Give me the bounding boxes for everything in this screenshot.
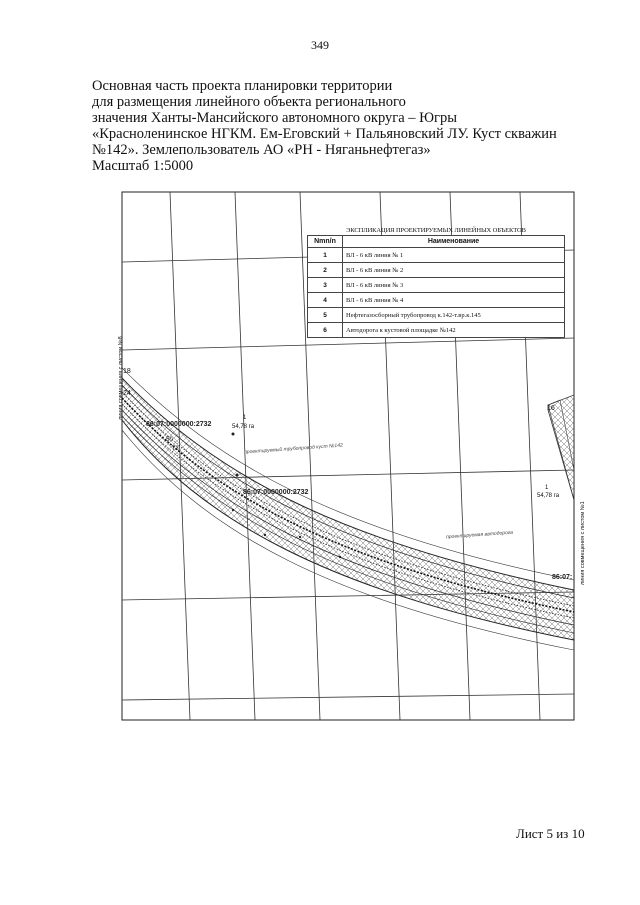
title-line-3: значения Ханты-Мансийского автономного округа – Югры: [92, 110, 457, 126]
table-row: [308, 323, 565, 338]
row-num: 1: [308, 248, 343, 263]
parcel-id-3: 86:07:: [552, 574, 573, 581]
title-line-5: №142». Землепользователь АО «РН - Няганьнефтегаз»: [92, 142, 431, 158]
zone-1: 1: [243, 415, 247, 421]
parcel-id-1: 86:07:0000000:2732: [146, 421, 212, 428]
table-row: [308, 293, 565, 308]
title-line-4: «Красноленинское НГКМ. Ем-Еговский + Пальяновский ЛУ. Куст скважин: [92, 126, 557, 142]
legend-explication: [307, 226, 565, 338]
mark-18: 18: [123, 368, 131, 375]
area-2: 54,78 га: [537, 493, 560, 499]
legend-header-row: [308, 236, 565, 248]
row-num: 4: [308, 293, 343, 308]
legend-col-num: Nmn/n: [308, 236, 343, 248]
scale-line: Масштаб 1:5000: [92, 158, 194, 174]
row-num: 3: [308, 278, 343, 293]
legend-col-name: Наименование: [343, 236, 565, 248]
row-name: Автодорога к кустовой площадке №142: [343, 323, 565, 338]
table-row: [308, 278, 565, 293]
mark-72: 72: [172, 446, 179, 452]
title-line-1: Основная часть проекта планировки территории: [92, 78, 393, 94]
row-num: 6: [308, 323, 343, 338]
mark-50: 50: [166, 437, 173, 443]
row-name: ВЛ - 6 кВ линия № 3: [343, 278, 565, 293]
note-road: проектируемая автодорога: [445, 529, 514, 541]
corridor-band: [122, 378, 574, 640]
table-row: [308, 248, 565, 263]
row-num: 2: [308, 263, 343, 278]
table-row: [308, 263, 565, 278]
zone-2: 1: [545, 485, 549, 491]
row-name: ВЛ - 6 кВ линия № 1: [343, 248, 565, 263]
area-1: 54,78 га: [232, 424, 255, 430]
alignment-line-right: линия совмещения с листом №1: [580, 501, 586, 585]
row-name: ВЛ - 6 кВ линия № 2: [343, 263, 565, 278]
row-name: Нефтегазосборный трубопровод к.142-т.вр.к.145: [343, 308, 565, 323]
row-name: ВЛ - 6 кВ линия № 4: [343, 293, 565, 308]
mark-16: 16: [547, 405, 555, 412]
table-row: [308, 308, 565, 323]
row-num: 5: [308, 308, 343, 323]
sheet-number: Лист 5 из 10: [516, 826, 585, 841]
alignment-line-left: линия совмещения с листом №8: [118, 336, 124, 420]
legend-table: [307, 235, 565, 338]
parcel-id-2: 86:07:0000000:2732: [243, 489, 309, 496]
legend-title: ЭКСПЛИКАЦИЯ ПРОЕКТИРУЕМЫХ ЛИНЕЙНЫХ ОБЪЕКТОВ: [346, 227, 526, 234]
mark-24: 24: [123, 390, 131, 397]
note-pipeline: проектируемый трубопровод куст №142: [243, 442, 344, 456]
title-line-2: для размещения линейного объекта регионального: [92, 94, 406, 110]
page-number: 349: [311, 38, 329, 52]
